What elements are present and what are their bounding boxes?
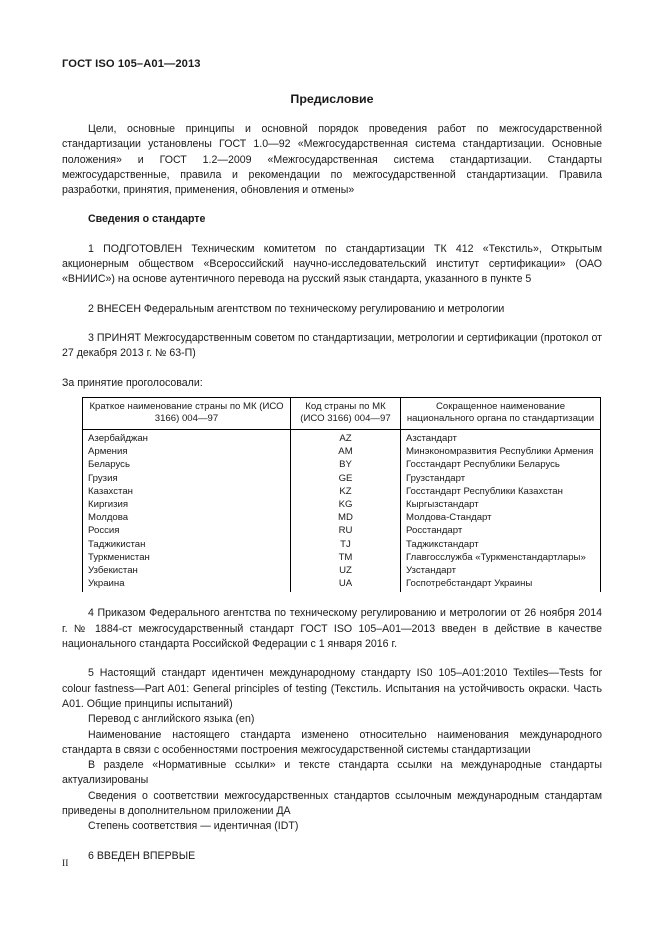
cell-code: UZ: [291, 564, 401, 577]
cell-country: Молдова: [83, 511, 291, 524]
standard-info-item-3: 3 ПРИНЯТ Межгосударственным советом по стандартизации, метрологии и сертификации (протокол от 27 декабря 2013 г. № 63-П): [62, 331, 602, 360]
standard-info-item-6: 6 ВВЕДЕН ВПЕРВЫЕ: [88, 849, 196, 862]
countries-table-head: [83, 397, 601, 429]
table-row: [83, 577, 601, 592]
standard-info-item-5-note-2: Наименование настоящего стандарта изменено относительно наименования международного стандарта в связи с особенностями построения межгосударственной системы стандартизации: [62, 728, 602, 756]
cell-body: Таджикстандарт: [401, 538, 601, 551]
cell-code: AM: [291, 445, 401, 458]
cell-code: KG: [291, 498, 401, 511]
table-row: [83, 485, 601, 498]
cell-country: Азербайджан: [83, 430, 291, 446]
standard-info-item-1: 1 ПОДГОТОВЛЕН Техническим комитетом по стандартизации ТК 412 «Текстиль», Открытым акционерным обществом «Всероссийский научно-исследовательский институт сертификации» (ОАО «ВНИИС») на основе аутентичного перевода на русский язык стандарта, указанного в пункте 5: [62, 242, 602, 286]
vote-label: За принятие проголосовали:: [62, 376, 203, 389]
cell-country: Беларусь: [83, 458, 291, 471]
table-row: [83, 458, 601, 471]
cell-body: Молдова-Стандарт: [401, 511, 601, 524]
cell-body: Минэкономразвития Республики Армения: [401, 445, 601, 458]
table-row: [83, 511, 601, 524]
table-row: [83, 445, 601, 458]
cell-code: TM: [291, 551, 401, 564]
cell-country: Россия: [83, 524, 291, 537]
standard-info-item-4: 4 Приказом Федерального агентства по техническому регулированию и метрологии от 26 ноября 2014 г. № 1884-ст межгосударственный стандарт ГОСТ ISO 105–A01—2013 введен в действие в качестве национального стандарта Российской Федерации с 1 января 2016 г.: [62, 607, 602, 651]
standard-info-heading: Сведения о стандарте: [88, 213, 206, 226]
cell-body: Кыргызстандарт: [401, 498, 601, 511]
column-header-body: Сокращенное наименование национального органа по стандартизации: [401, 397, 601, 429]
cell-code: AZ: [291, 430, 401, 446]
column-header-code: Код страны по МК (ИСО 3166) 004—97: [291, 397, 401, 429]
cell-country: Грузия: [83, 472, 291, 485]
countries-table-body: [83, 430, 601, 593]
cell-country: Украина: [83, 577, 291, 592]
table-row: [83, 498, 601, 511]
cell-body: Госстандарт Республики Беларусь: [401, 458, 601, 471]
foreword-intro-paragraph: Цели, основные принципы и основной порядок проведения работ по межгосударственной стандартизации установлены ГОСТ 1.0—92 «Межгосударственная система стандартизации. Основные положения» и ГОСТ 1.2—2009 «Межгосударственная система стандартизации. Стандарты межгосударственные, правила и рекомендации по межгосударственной стандартизации. Правила разработки, принятия, применения, обновления и отмены»: [62, 123, 602, 197]
table-row: [83, 524, 601, 537]
table-row: [83, 538, 601, 551]
table-row: [83, 430, 601, 446]
cell-country: Армения: [83, 445, 291, 458]
cell-country: Таджикистан: [83, 538, 291, 551]
cell-code: TJ: [291, 538, 401, 551]
cell-code: MD: [291, 511, 401, 524]
standard-info-item-5-group: [62, 666, 602, 834]
cell-code: KZ: [291, 485, 401, 498]
page-title: Предисловие: [290, 92, 374, 106]
cell-country: Казахстан: [83, 485, 291, 498]
cell-body: Росстандарт: [401, 524, 601, 537]
standard-info-item-5-note-5: Степень соответствия — идентичная (IDT): [88, 820, 299, 833]
cell-country: Туркменистан: [83, 551, 291, 564]
cell-country: Киргизия: [83, 498, 291, 511]
page-number-footer: II: [62, 858, 69, 869]
cell-body: Главгосслужба «Туркменстандартлары»: [401, 551, 601, 564]
page-content: [62, 58, 602, 878]
cell-body: Узстандарт: [401, 564, 601, 577]
cell-country: Узбекистан: [83, 564, 291, 577]
cell-code: GE: [291, 472, 401, 485]
cell-code: UA: [291, 577, 401, 592]
countries-table: [82, 397, 601, 593]
standard-info-item-5: 5 Настоящий стандарт идентичен международному стандарту IS0 105–A01:2010 Textiles—Tests for colour fastness—Part A01: General principles of testing (Текстиль. Испытания на устойчивость окраски. Часть А01. Общие принципы испытаний): [62, 667, 602, 710]
table-row: [83, 564, 601, 577]
table-header-row: [83, 397, 601, 429]
table-row: [83, 472, 601, 485]
standard-info-item-2: 2 ВНЕСЕН Федеральным агентством по техническому регулированию и метрологии: [88, 302, 505, 315]
cell-body: Грузстандарт: [401, 472, 601, 485]
cell-code: BY: [291, 458, 401, 471]
cell-body: Азстандарт: [401, 430, 601, 446]
cell-code: RU: [291, 524, 401, 537]
standard-info-item-5-note-1: Перевод с английского языка (en): [88, 713, 255, 726]
column-header-country: Краткое наименование страны по МК (ИСО 3166) 004—97: [83, 397, 291, 429]
standard-info-item-5-note-4: Сведения о соответствии межгосударственных стандартов ссылочным международным стандартам приведены в дополнительном приложении ДА: [62, 789, 602, 818]
cell-body: Госстандарт Республики Казахстан: [401, 485, 601, 498]
table-row: [83, 551, 601, 564]
standard-info-item-5-note-3: В разделе «Нормативные ссылки» и тексте стандарта ссылки на международные стандарты актуализированы: [62, 759, 602, 787]
cell-body: Госпотребстандарт Украины: [401, 577, 601, 592]
standard-designation-header: ГОСТ ISO 105–A01—2013: [62, 58, 201, 70]
